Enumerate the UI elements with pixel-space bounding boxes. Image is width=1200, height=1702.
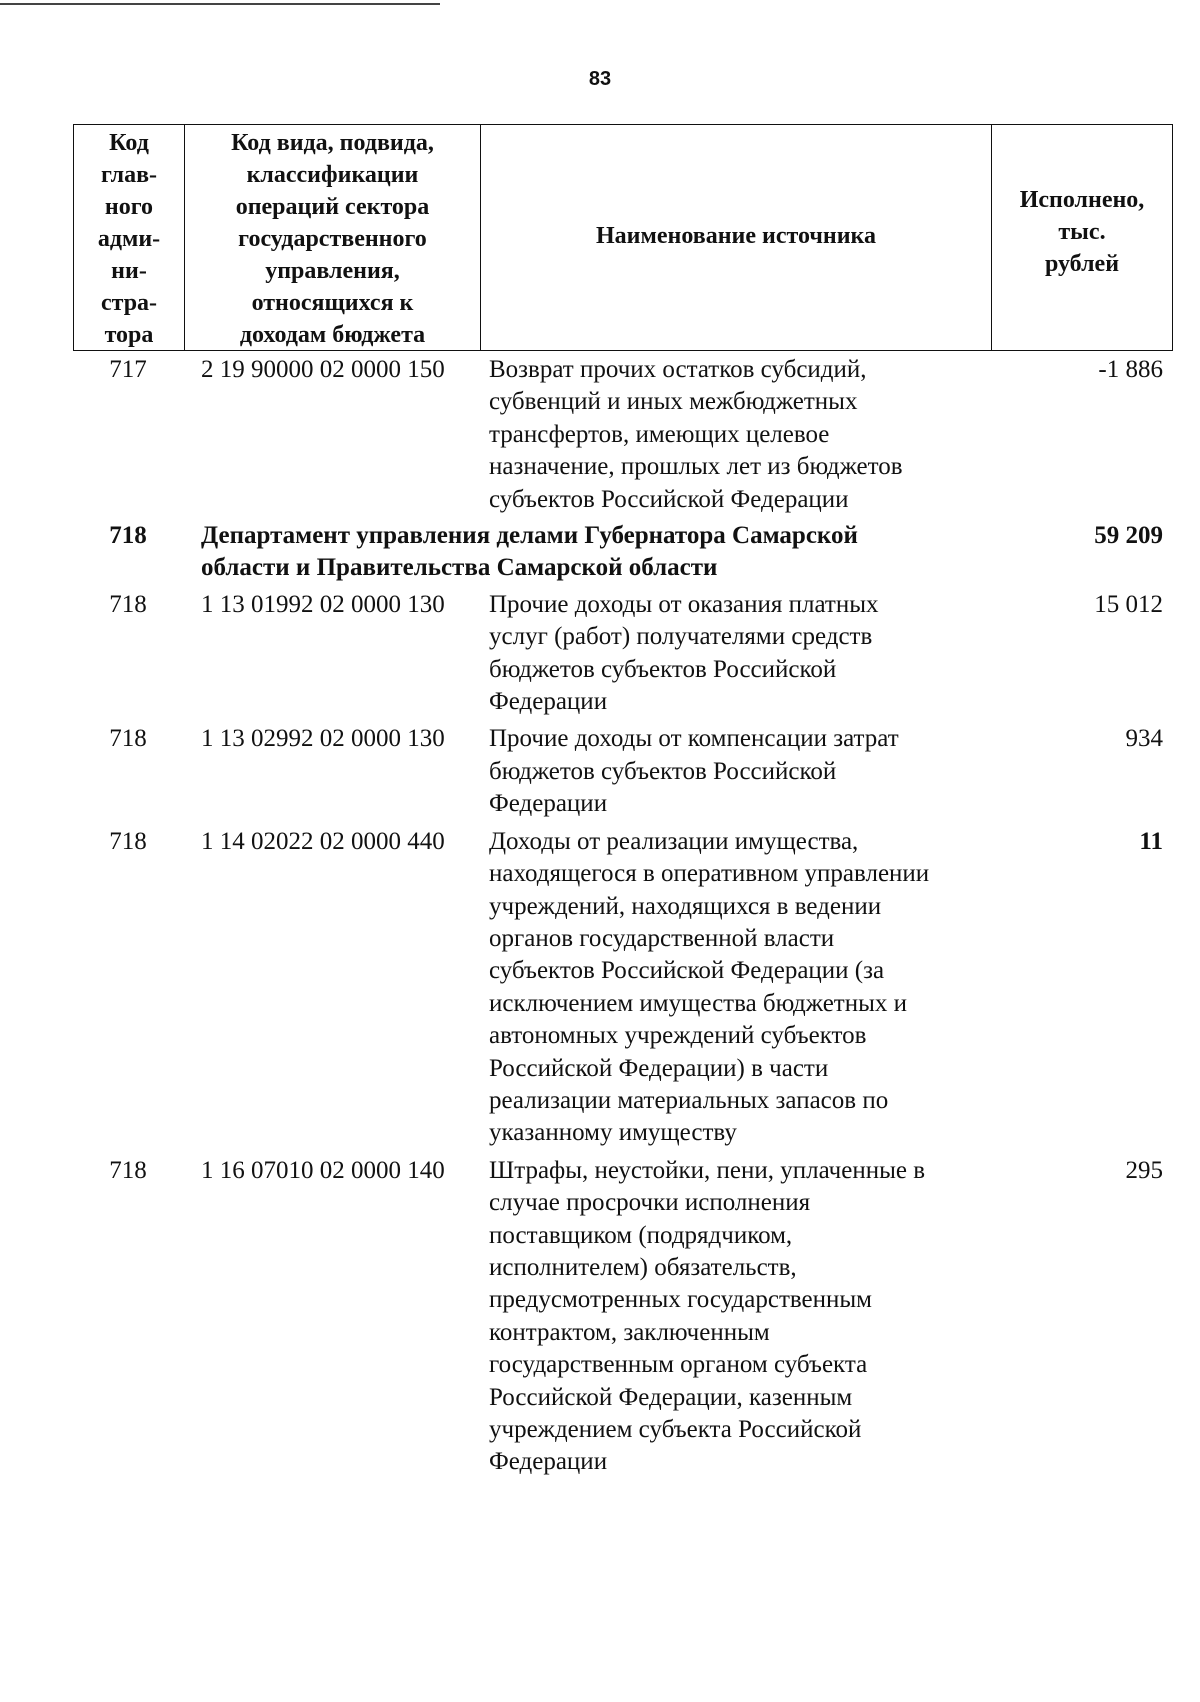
table-row — [73, 589, 1173, 719]
table-row — [73, 826, 1173, 1150]
row-amount: 11 — [1139, 827, 1163, 855]
row-income-code: 1 13 01992 02 0000 130 — [201, 590, 445, 618]
row-admin-code: 718 — [109, 590, 147, 618]
row-admin-code: 717 — [109, 356, 147, 383]
row-admin-code: 718 — [109, 522, 147, 550]
row-department-name: Департамент управления делами Губернатора Самарской области и Правительства Самарской области — [201, 522, 858, 582]
table-row — [73, 723, 1173, 820]
table-body — [73, 354, 1173, 1479]
scan-artifact-line — [0, 3, 440, 5]
row-source-name: Доходы от реализации имущества, находящегося в оперативном управлении учреждений, находящихся в ведении органов государственной власти субъектов Российской Федерации (за исключением имущества бюджетных и автономных учреждений субъектов Российской Федерации) в части реализации материальных запасов по указанному имуществу — [489, 827, 930, 1147]
row-amount: 934 — [1125, 725, 1163, 753]
header-admin-code: Код глав- ного адми- ни- стра- тора — [97, 130, 161, 348]
table-row — [73, 1155, 1173, 1479]
row-income-code: 1 14 02022 02 0000 440 — [201, 827, 445, 855]
row-source-name: Возврат прочих остатков субсидий, субвенций и иных межбюджетных трансфертов, имеющих целевое назначение, прошлых лет из бюджетов субъектов Российской Федерации — [489, 356, 903, 513]
row-amount: -1 886 — [1098, 356, 1163, 383]
row-amount: 295 — [1125, 1156, 1163, 1184]
row-amount: 59 209 — [1094, 522, 1163, 550]
row-source-name: Прочие доходы от компенсации затрат бюджетов субъектов Российской Федерации — [489, 725, 899, 818]
table-header — [73, 124, 1173, 351]
row-admin-code: 718 — [109, 725, 147, 753]
row-income-code: 2 19 90000 02 0000 150 — [201, 356, 445, 383]
row-amount: 15 012 — [1094, 590, 1163, 618]
row-admin-code: 718 — [109, 827, 147, 855]
header-source-name: Наименование источника — [480, 125, 991, 351]
table-row — [73, 354, 1173, 516]
row-income-code: 1 13 02992 02 0000 130 — [201, 725, 445, 753]
row-income-code: 1 16 07010 02 0000 140 — [201, 1156, 445, 1184]
header-executed: Исполнено, тыс. рублей — [991, 125, 1172, 351]
table-row-department — [73, 520, 1173, 585]
row-source-name: Прочие доходы от оказания платных услуг (работ) получателями средств бюджетов субъектов Российской Федерации — [489, 590, 879, 716]
row-source-name: Штрафы, неустойки, пени, уплаченные в случае просрочки исполнения поставщиком (подрядчиком, исполнителем) обязательств, предусмотренных государственным контрактом, заключенным государственным органом субъекта Российской Федерации, казенным учреждением субъекта Российской Федерации — [489, 1156, 926, 1476]
header-income-code: Код вида, подвида, классификации операций сектора государственного управления, относящихся к доходам бюджета — [184, 125, 480, 351]
page-number: 83 — [588, 68, 612, 90]
row-admin-code: 718 — [109, 1156, 147, 1184]
